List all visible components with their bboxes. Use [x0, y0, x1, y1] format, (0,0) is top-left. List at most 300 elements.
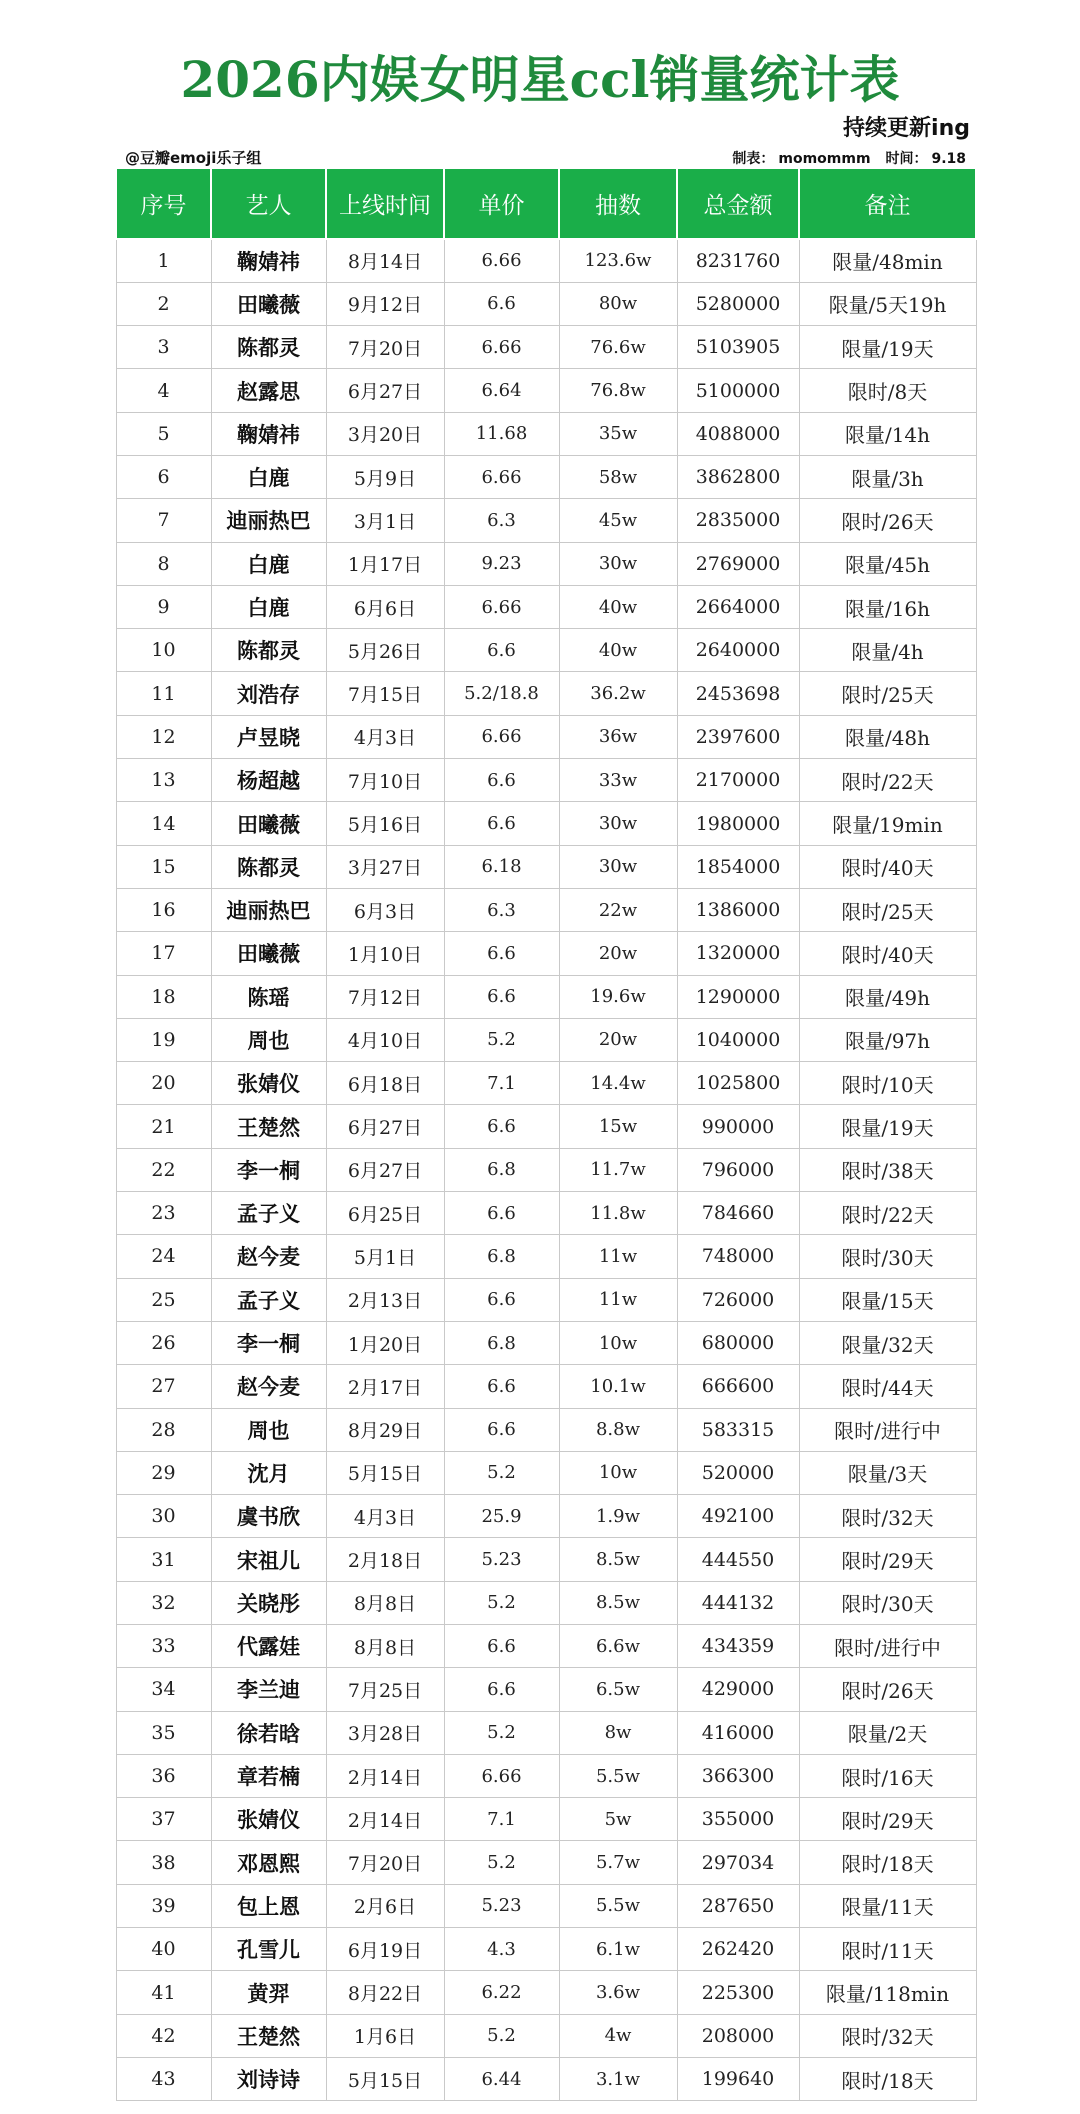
cell-index: 34 [116, 1668, 211, 1711]
table-row [116, 1321, 976, 1364]
cell-total-amount: 5100000 [677, 369, 799, 412]
cell-unit-price: 6.66 [444, 715, 559, 758]
cell-launch-date: 7月20日 [326, 326, 444, 369]
cell-note: 限时/25天 [799, 888, 976, 931]
cell-artist: 虞书欣 [211, 1495, 326, 1538]
cell-draws: 3.1w [559, 2057, 677, 2100]
cell-draws: 36.2w [559, 672, 677, 715]
cell-total-amount: 1040000 [677, 1018, 799, 1061]
table-row [116, 1235, 976, 1278]
cell-launch-date: 5月15日 [326, 2057, 444, 2100]
cell-unit-price: 9.23 [444, 542, 559, 585]
cell-index: 23 [116, 1192, 211, 1235]
cell-total-amount: 1386000 [677, 888, 799, 931]
table-row [116, 585, 976, 628]
credit-line [732, 148, 970, 168]
cell-launch-date: 6月25日 [326, 1192, 444, 1235]
cell-unit-price: 6.6 [444, 1625, 559, 1668]
cell-draws: 30w [559, 542, 677, 585]
cell-unit-price: 6.64 [444, 369, 559, 412]
cell-total-amount: 297034 [677, 1841, 799, 1884]
cell-unit-price: 6.44 [444, 2057, 559, 2100]
table-row [116, 759, 976, 802]
cell-launch-date: 7月20日 [326, 1841, 444, 1884]
cell-total-amount: 2640000 [677, 629, 799, 672]
table-row [116, 1884, 976, 1927]
cell-total-amount: 1025800 [677, 1062, 799, 1105]
cell-total-amount: 520000 [677, 1451, 799, 1494]
cell-artist: 赵今麦 [211, 1365, 326, 1408]
cell-note: 限时/18天 [799, 1841, 976, 1884]
col-header-launch-date: 上线时间 [326, 168, 444, 239]
table-row [116, 1105, 976, 1148]
cell-launch-date: 6月18日 [326, 1062, 444, 1105]
cell-index: 15 [116, 845, 211, 888]
cell-index: 11 [116, 672, 211, 715]
cell-index: 10 [116, 629, 211, 672]
cell-total-amount: 2835000 [677, 499, 799, 542]
cell-draws: 8w [559, 1711, 677, 1754]
cell-note: 限量/48min [799, 239, 976, 282]
cell-artist: 代露娃 [211, 1625, 326, 1668]
cell-artist: 刘浩存 [211, 672, 326, 715]
cell-total-amount: 355000 [677, 1798, 799, 1841]
cell-index: 6 [116, 455, 211, 498]
cell-note: 限量/14h [799, 412, 976, 455]
cell-draws: 35w [559, 412, 677, 455]
cell-total-amount: 2170000 [677, 759, 799, 802]
cell-unit-price: 6.6 [444, 1192, 559, 1235]
cell-artist: 鞠婧祎 [211, 239, 326, 282]
cell-launch-date: 1月20日 [326, 1321, 444, 1364]
cell-artist: 孔雪儿 [211, 1928, 326, 1971]
cell-launch-date: 8月8日 [326, 1581, 444, 1624]
cell-draws: 40w [559, 585, 677, 628]
col-header-unit-price: 单价 [444, 168, 559, 239]
cell-index: 7 [116, 499, 211, 542]
cell-artist: 周也 [211, 1408, 326, 1451]
cell-draws: 11w [559, 1278, 677, 1321]
cell-artist: 陈都灵 [211, 326, 326, 369]
cell-launch-date: 3月27日 [326, 845, 444, 888]
cell-launch-date: 6月27日 [326, 369, 444, 412]
cell-note: 限量/49h [799, 975, 976, 1018]
cell-launch-date: 6月6日 [326, 585, 444, 628]
cell-launch-date: 7月12日 [326, 975, 444, 1018]
cell-launch-date: 2月6日 [326, 1884, 444, 1927]
cell-draws: 10w [559, 1321, 677, 1364]
table-row [116, 802, 976, 845]
cell-artist: 卢昱晓 [211, 715, 326, 758]
cell-unit-price: 5.2 [444, 1451, 559, 1494]
cell-index: 37 [116, 1798, 211, 1841]
cell-total-amount: 680000 [677, 1321, 799, 1364]
cell-launch-date: 1月6日 [326, 2014, 444, 2057]
cell-total-amount: 434359 [677, 1625, 799, 1668]
cell-draws: 22w [559, 888, 677, 931]
table-row [116, 1062, 976, 1105]
cell-index: 35 [116, 1711, 211, 1754]
table-row [116, 1408, 976, 1451]
table-row [116, 1754, 976, 1797]
cell-index: 24 [116, 1235, 211, 1278]
cell-note: 限量/48h [799, 715, 976, 758]
table-header-row [116, 168, 976, 239]
cell-index: 41 [116, 1971, 211, 2014]
cell-note: 限时/29天 [799, 1538, 976, 1581]
cell-unit-price: 5.2 [444, 1018, 559, 1061]
cell-total-amount: 1980000 [677, 802, 799, 845]
cell-total-amount: 2453698 [677, 672, 799, 715]
cell-unit-price: 6.6 [444, 282, 559, 325]
cell-index: 22 [116, 1148, 211, 1191]
cell-index: 13 [116, 759, 211, 802]
cell-launch-date: 1月17日 [326, 542, 444, 585]
table-row [116, 326, 976, 369]
cell-note: 限时/32天 [799, 2014, 976, 2057]
cell-note: 限量/2天 [799, 1711, 976, 1754]
cell-total-amount: 5103905 [677, 326, 799, 369]
cell-index: 29 [116, 1451, 211, 1494]
cell-unit-price: 6.6 [444, 1278, 559, 1321]
cell-draws: 10w [559, 1451, 677, 1494]
cell-total-amount: 990000 [677, 1105, 799, 1148]
cell-draws: 33w [559, 759, 677, 802]
cell-index: 39 [116, 1884, 211, 1927]
cell-index: 8 [116, 542, 211, 585]
cell-launch-date: 3月1日 [326, 499, 444, 542]
cell-unit-price: 5.2 [444, 2014, 559, 2057]
cell-draws: 19.6w [559, 975, 677, 1018]
cell-artist: 孟子义 [211, 1278, 326, 1321]
cell-index: 36 [116, 1754, 211, 1797]
col-header-draws: 抽数 [559, 168, 677, 239]
cell-unit-price: 6.6 [444, 629, 559, 672]
cell-draws: 76.8w [559, 369, 677, 412]
cell-note: 限时/40天 [799, 845, 976, 888]
table-row [116, 845, 976, 888]
cell-unit-price: 6.8 [444, 1148, 559, 1191]
maker-label: 制表： [732, 151, 775, 167]
time-label: 时间： [885, 151, 928, 167]
cell-index: 4 [116, 369, 211, 412]
cell-draws: 123.6w [559, 239, 677, 282]
cell-unit-price: 5.23 [444, 1538, 559, 1581]
col-header-note: 备注 [799, 168, 976, 239]
cell-total-amount: 726000 [677, 1278, 799, 1321]
cell-total-amount: 262420 [677, 1928, 799, 1971]
table-row [116, 1365, 976, 1408]
cell-index: 12 [116, 715, 211, 758]
cell-draws: 5.5w [559, 1754, 677, 1797]
cell-draws: 8.5w [559, 1581, 677, 1624]
time-value: 9.18 [931, 151, 966, 167]
cell-artist: 白鹿 [211, 455, 326, 498]
cell-total-amount: 366300 [677, 1754, 799, 1797]
cell-unit-price: 6.6 [444, 759, 559, 802]
cell-artist: 邓恩熙 [211, 1841, 326, 1884]
table-row [116, 1538, 976, 1581]
cell-launch-date: 6月19日 [326, 1928, 444, 1971]
cell-note: 限时/40天 [799, 932, 976, 975]
cell-artist: 陈都灵 [211, 629, 326, 672]
cell-index: 1 [116, 239, 211, 282]
table-row [116, 1668, 976, 1711]
cell-unit-price: 6.6 [444, 932, 559, 975]
cell-launch-date: 5月16日 [326, 802, 444, 845]
cell-unit-price: 5.2 [444, 1841, 559, 1884]
cell-note: 限量/32天 [799, 1321, 976, 1364]
table-row [116, 2014, 976, 2057]
cell-index: 43 [116, 2057, 211, 2100]
cell-index: 17 [116, 932, 211, 975]
cell-artist: 迪丽热巴 [211, 888, 326, 931]
table-row [116, 629, 976, 672]
cell-unit-price: 6.6 [444, 1365, 559, 1408]
cell-unit-price: 6.66 [444, 585, 559, 628]
cell-total-amount: 3862800 [677, 455, 799, 498]
cell-index: 40 [116, 1928, 211, 1971]
cell-index: 19 [116, 1018, 211, 1061]
cell-unit-price: 6.3 [444, 888, 559, 931]
cell-total-amount: 287650 [677, 1884, 799, 1927]
cell-unit-price: 5.2 [444, 1581, 559, 1624]
cell-artist: 鞠婧祎 [211, 412, 326, 455]
cell-note: 限时/22天 [799, 759, 976, 802]
cell-total-amount: 444550 [677, 1538, 799, 1581]
cell-draws: 36w [559, 715, 677, 758]
table-row [116, 412, 976, 455]
cell-total-amount: 208000 [677, 2014, 799, 2057]
cell-draws: 5.7w [559, 1841, 677, 1884]
cell-note: 限时/8天 [799, 369, 976, 412]
cell-draws: 76.6w [559, 326, 677, 369]
cell-total-amount: 444132 [677, 1581, 799, 1624]
cell-index: 9 [116, 585, 211, 628]
cell-index: 28 [116, 1408, 211, 1451]
cell-index: 42 [116, 2014, 211, 2057]
table-row [116, 1451, 976, 1494]
source-label: @豆瓣emoji乐子组 [125, 149, 262, 167]
cell-draws: 20w [559, 1018, 677, 1061]
cell-note: 限量/19min [799, 802, 976, 845]
table-row [116, 1798, 976, 1841]
cell-draws: 30w [559, 802, 677, 845]
cell-total-amount: 416000 [677, 1711, 799, 1754]
cell-unit-price: 6.66 [444, 326, 559, 369]
table-row [116, 888, 976, 931]
cell-note: 限时/30天 [799, 1581, 976, 1624]
cell-launch-date: 8月8日 [326, 1625, 444, 1668]
cell-launch-date: 2月13日 [326, 1278, 444, 1321]
cell-artist: 迪丽热巴 [211, 499, 326, 542]
cell-unit-price: 6.18 [444, 845, 559, 888]
table-row [116, 1711, 976, 1754]
cell-unit-price: 6.8 [444, 1321, 559, 1364]
cell-total-amount: 199640 [677, 2057, 799, 2100]
cell-launch-date: 2月14日 [326, 1754, 444, 1797]
table-row [116, 1625, 976, 1668]
cell-draws: 6.1w [559, 1928, 677, 1971]
cell-launch-date: 5月26日 [326, 629, 444, 672]
cell-unit-price: 6.6 [444, 1105, 559, 1148]
table-row [116, 1018, 976, 1061]
cell-launch-date: 6月3日 [326, 888, 444, 931]
cell-index: 14 [116, 802, 211, 845]
cell-artist: 李一桐 [211, 1148, 326, 1191]
cell-unit-price: 5.2 [444, 1711, 559, 1754]
cell-unit-price: 5.23 [444, 1884, 559, 1927]
cell-note: 限量/15天 [799, 1278, 976, 1321]
cell-unit-price: 6.6 [444, 1408, 559, 1451]
table-row [116, 932, 976, 975]
cell-artist: 白鹿 [211, 585, 326, 628]
cell-artist: 黄羿 [211, 1971, 326, 2014]
table-row [116, 1971, 976, 2014]
cell-unit-price: 5.2/18.8 [444, 672, 559, 715]
cell-launch-date: 1月10日 [326, 932, 444, 975]
cell-launch-date: 5月1日 [326, 1235, 444, 1278]
cell-draws: 8.5w [559, 1538, 677, 1581]
cell-launch-date: 3月20日 [326, 412, 444, 455]
cell-launch-date: 7月15日 [326, 672, 444, 715]
table-row [116, 499, 976, 542]
col-header-artist: 艺人 [211, 168, 326, 239]
cell-artist: 赵露思 [211, 369, 326, 412]
col-header-index: 序号 [116, 168, 211, 239]
cell-unit-price: 6.66 [444, 239, 559, 282]
cell-artist: 李兰迪 [211, 1668, 326, 1711]
cell-total-amount: 4088000 [677, 412, 799, 455]
cell-total-amount: 5280000 [677, 282, 799, 325]
cell-draws: 11w [559, 1235, 677, 1278]
cell-artist: 王楚然 [211, 1105, 326, 1148]
cell-launch-date: 8月14日 [326, 239, 444, 282]
cell-draws: 4w [559, 2014, 677, 2057]
table-row [116, 715, 976, 758]
cell-launch-date: 5月9日 [326, 455, 444, 498]
cell-note: 限时/进行中 [799, 1408, 976, 1451]
cell-artist: 周也 [211, 1018, 326, 1061]
cell-launch-date: 8月22日 [326, 1971, 444, 2014]
cell-note: 限量/118min [799, 1971, 976, 2014]
cell-note: 限时/38天 [799, 1148, 976, 1191]
cell-artist: 刘诗诗 [211, 2057, 326, 2100]
page-title: 2026内娱女明星ccl销量统计表 [180, 50, 900, 109]
table-row [116, 2057, 976, 2100]
table-row [116, 1928, 976, 1971]
cell-total-amount: 225300 [677, 1971, 799, 2014]
cell-total-amount: 1320000 [677, 932, 799, 975]
cell-draws: 45w [559, 499, 677, 542]
cell-note: 限时/16天 [799, 1754, 976, 1797]
cell-note: 限量/16h [799, 585, 976, 628]
cell-artist: 陈瑶 [211, 975, 326, 1018]
cell-index: 33 [116, 1625, 211, 1668]
cell-launch-date: 5月15日 [326, 1451, 444, 1494]
cell-index: 27 [116, 1365, 211, 1408]
cell-unit-price: 6.6 [444, 1668, 559, 1711]
cell-total-amount: 492100 [677, 1495, 799, 1538]
cell-total-amount: 8231760 [677, 239, 799, 282]
update-status: 持续更新ing [843, 116, 970, 141]
cell-index: 3 [116, 326, 211, 369]
cell-draws: 30w [559, 845, 677, 888]
cell-launch-date: 3月28日 [326, 1711, 444, 1754]
cell-total-amount: 1854000 [677, 845, 799, 888]
cell-index: 5 [116, 412, 211, 455]
cell-note: 限量/3h [799, 455, 976, 498]
cell-artist: 宋祖儿 [211, 1538, 326, 1581]
cell-launch-date: 6月27日 [326, 1105, 444, 1148]
cell-launch-date: 4月10日 [326, 1018, 444, 1061]
cell-unit-price: 6.8 [444, 1235, 559, 1278]
cell-note: 限时/22天 [799, 1192, 976, 1235]
cell-note: 限时/32天 [799, 1495, 976, 1538]
cell-note: 限时/11天 [799, 1928, 976, 1971]
cell-artist: 白鹿 [211, 542, 326, 585]
cell-note: 限时/29天 [799, 1798, 976, 1841]
cell-total-amount: 796000 [677, 1148, 799, 1191]
cell-note: 限时/44天 [799, 1365, 976, 1408]
cell-artist: 李一桐 [211, 1321, 326, 1364]
cell-artist: 沈月 [211, 1451, 326, 1494]
cell-artist: 赵今麦 [211, 1235, 326, 1278]
cell-note: 限量/4h [799, 629, 976, 672]
cell-launch-date: 9月12日 [326, 282, 444, 325]
table-row [116, 282, 976, 325]
table-row [116, 542, 976, 585]
cell-total-amount: 2769000 [677, 542, 799, 585]
cell-index: 20 [116, 1062, 211, 1105]
table-row [116, 672, 976, 715]
cell-launch-date: 7月25日 [326, 1668, 444, 1711]
cell-note: 限量/5天19h [799, 282, 976, 325]
cell-total-amount: 429000 [677, 1668, 799, 1711]
cell-launch-date: 7月10日 [326, 759, 444, 802]
cell-index: 31 [116, 1538, 211, 1581]
maker-name: momommm [778, 151, 871, 167]
cell-artist: 王楚然 [211, 2014, 326, 2057]
table-row [116, 975, 976, 1018]
cell-artist: 孟子义 [211, 1192, 326, 1235]
cell-draws: 5.5w [559, 1884, 677, 1927]
cell-draws: 10.1w [559, 1365, 677, 1408]
cell-draws: 5w [559, 1798, 677, 1841]
table-row [116, 1841, 976, 1884]
cell-launch-date: 2月14日 [326, 1798, 444, 1841]
cell-launch-date: 8月29日 [326, 1408, 444, 1451]
cell-unit-price: 6.6 [444, 802, 559, 845]
cell-index: 30 [116, 1495, 211, 1538]
cell-index: 38 [116, 1841, 211, 1884]
cell-note: 限时/26天 [799, 499, 976, 542]
cell-artist: 章若楠 [211, 1754, 326, 1797]
cell-note: 限时/18天 [799, 2057, 976, 2100]
cell-note: 限量/19天 [799, 326, 976, 369]
cell-launch-date: 4月3日 [326, 1495, 444, 1538]
cell-total-amount: 2664000 [677, 585, 799, 628]
cell-artist: 陈都灵 [211, 845, 326, 888]
cell-draws: 6.6w [559, 1625, 677, 1668]
cell-artist: 田曦薇 [211, 802, 326, 845]
cell-artist: 包上恩 [211, 1884, 326, 1927]
col-header-total-amount: 总金额 [677, 168, 799, 239]
cell-note: 限时/10天 [799, 1062, 976, 1105]
cell-draws: 15w [559, 1105, 677, 1148]
cell-artist: 张婧仪 [211, 1062, 326, 1105]
table-row [116, 1192, 976, 1235]
